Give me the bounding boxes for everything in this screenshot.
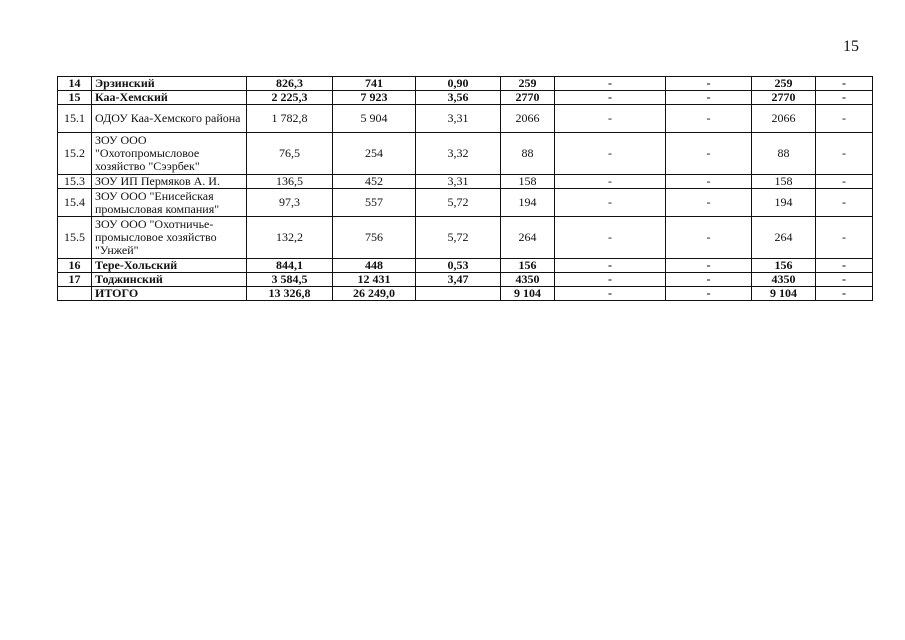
cell-quota: 9 104 — [501, 287, 555, 301]
cell-area: 844,1 — [247, 259, 333, 273]
cell-count: 756 — [333, 217, 416, 259]
cell-area: 76,5 — [247, 133, 333, 175]
cell-col7: 9 104 — [752, 287, 816, 301]
cell-col7: 156 — [752, 259, 816, 273]
district-name: ЗОУ ООО "Охотопромысловое хозяйство "Сээрбек" — [92, 133, 247, 175]
cell-col6: - — [666, 217, 752, 259]
cell-col7: 88 — [752, 133, 816, 175]
cell-col7: 4350 — [752, 273, 816, 287]
cell-count: 26 249,0 — [333, 287, 416, 301]
cell-area: 136,5 — [247, 175, 333, 189]
cell-area: 3 584,5 — [247, 273, 333, 287]
table-row — [58, 189, 873, 217]
cell-area: 826,3 — [247, 77, 333, 91]
district-name: Тоджинский — [92, 273, 247, 287]
cell-col6: - — [666, 287, 752, 301]
cell-area: 2 225,3 — [247, 91, 333, 105]
cell-quota: 259 — [501, 77, 555, 91]
cell-col6: - — [666, 77, 752, 91]
row-number: 17 — [58, 273, 92, 287]
cell-col7: 194 — [752, 189, 816, 217]
cell-density: 3,31 — [416, 105, 501, 133]
cell-area: 1 782,8 — [247, 105, 333, 133]
cell-col8: - — [816, 91, 873, 105]
cell-col5: - — [555, 175, 666, 189]
table-row — [58, 273, 873, 287]
cell-count: 5 904 — [333, 105, 416, 133]
cell-area: 97,3 — [247, 189, 333, 217]
cell-col8: - — [816, 273, 873, 287]
district-name: Каа-Хемский — [92, 91, 247, 105]
table-row — [58, 259, 873, 273]
district-name: ЗОУ ИП Пермяков А. И. — [92, 175, 247, 189]
cell-col5: - — [555, 105, 666, 133]
cell-density: 0,90 — [416, 77, 501, 91]
cell-col6: - — [666, 91, 752, 105]
row-number: 15 — [58, 91, 92, 105]
table-body — [58, 77, 873, 301]
district-name: Тере-Хольский — [92, 259, 247, 273]
cell-col7: 2066 — [752, 105, 816, 133]
row-number: 15.3 — [58, 175, 92, 189]
cell-col6: - — [666, 105, 752, 133]
cell-density: 3,56 — [416, 91, 501, 105]
cell-col8: - — [816, 133, 873, 175]
cell-col5: - — [555, 287, 666, 301]
cell-col5: - — [555, 217, 666, 259]
cell-quota: 264 — [501, 217, 555, 259]
cell-quota: 2066 — [501, 105, 555, 133]
cell-density: 5,72 — [416, 217, 501, 259]
cell-density: 3,47 — [416, 273, 501, 287]
cell-count: 254 — [333, 133, 416, 175]
cell-col8: - — [816, 175, 873, 189]
cell-density: 0,53 — [416, 259, 501, 273]
cell-count: 741 — [333, 77, 416, 91]
cell-col7: 259 — [752, 77, 816, 91]
cell-col5: - — [555, 77, 666, 91]
cell-col8: - — [816, 287, 873, 301]
table-row — [58, 91, 873, 105]
cell-area: 132,2 — [247, 217, 333, 259]
hunting-quota-table — [57, 76, 873, 301]
table-row — [58, 217, 873, 259]
row-number: 16 — [58, 259, 92, 273]
cell-quota: 194 — [501, 189, 555, 217]
row-number: 15.4 — [58, 189, 92, 217]
cell-quota: 4350 — [501, 273, 555, 287]
cell-col7: 158 — [752, 175, 816, 189]
cell-quota: 156 — [501, 259, 555, 273]
row-number: 15.2 — [58, 133, 92, 175]
cell-col5: - — [555, 273, 666, 287]
cell-col7: 264 — [752, 217, 816, 259]
cell-col6: - — [666, 133, 752, 175]
cell-col8: - — [816, 77, 873, 91]
table-row — [58, 175, 873, 189]
cell-col6: - — [666, 189, 752, 217]
row-number: 14 — [58, 77, 92, 91]
row-number: 15.1 — [58, 105, 92, 133]
cell-col5: - — [555, 259, 666, 273]
cell-col7: 2770 — [752, 91, 816, 105]
cell-density — [416, 287, 501, 301]
cell-col5: - — [555, 133, 666, 175]
cell-quota: 158 — [501, 175, 555, 189]
district-name: ЗОУ ООО "Енисейская промысловая компания" — [92, 189, 247, 217]
cell-col6: - — [666, 175, 752, 189]
row-number — [58, 287, 92, 301]
table-row — [58, 77, 873, 91]
cell-area: 13 326,8 — [247, 287, 333, 301]
district-name: Эрзинский — [92, 77, 247, 91]
cell-col5: - — [555, 189, 666, 217]
cell-density: 5,72 — [416, 189, 501, 217]
cell-count: 12 431 — [333, 273, 416, 287]
district-name: ЗОУ ООО "Охотничье-промысловое хозяйство "Унжей" — [92, 217, 247, 259]
cell-col8: - — [816, 259, 873, 273]
cell-count: 557 — [333, 189, 416, 217]
cell-col8: - — [816, 217, 873, 259]
cell-col8: - — [816, 189, 873, 217]
cell-col6: - — [666, 273, 752, 287]
table-row — [58, 133, 873, 175]
cell-count: 7 923 — [333, 91, 416, 105]
cell-count: 452 — [333, 175, 416, 189]
page-number: 15 — [843, 38, 859, 55]
cell-density: 3,32 — [416, 133, 501, 175]
cell-count: 448 — [333, 259, 416, 273]
row-number: 15.5 — [58, 217, 92, 259]
cell-quota: 2770 — [501, 91, 555, 105]
district-name: ОДОУ Каа-Хемского района — [92, 105, 247, 133]
table-row — [58, 105, 873, 133]
cell-density: 3,31 — [416, 175, 501, 189]
cell-col6: - — [666, 259, 752, 273]
cell-col8: - — [816, 105, 873, 133]
cell-quota: 88 — [501, 133, 555, 175]
cell-col5: - — [555, 91, 666, 105]
total-label: ИТОГО — [92, 287, 247, 301]
total-row — [58, 287, 873, 301]
